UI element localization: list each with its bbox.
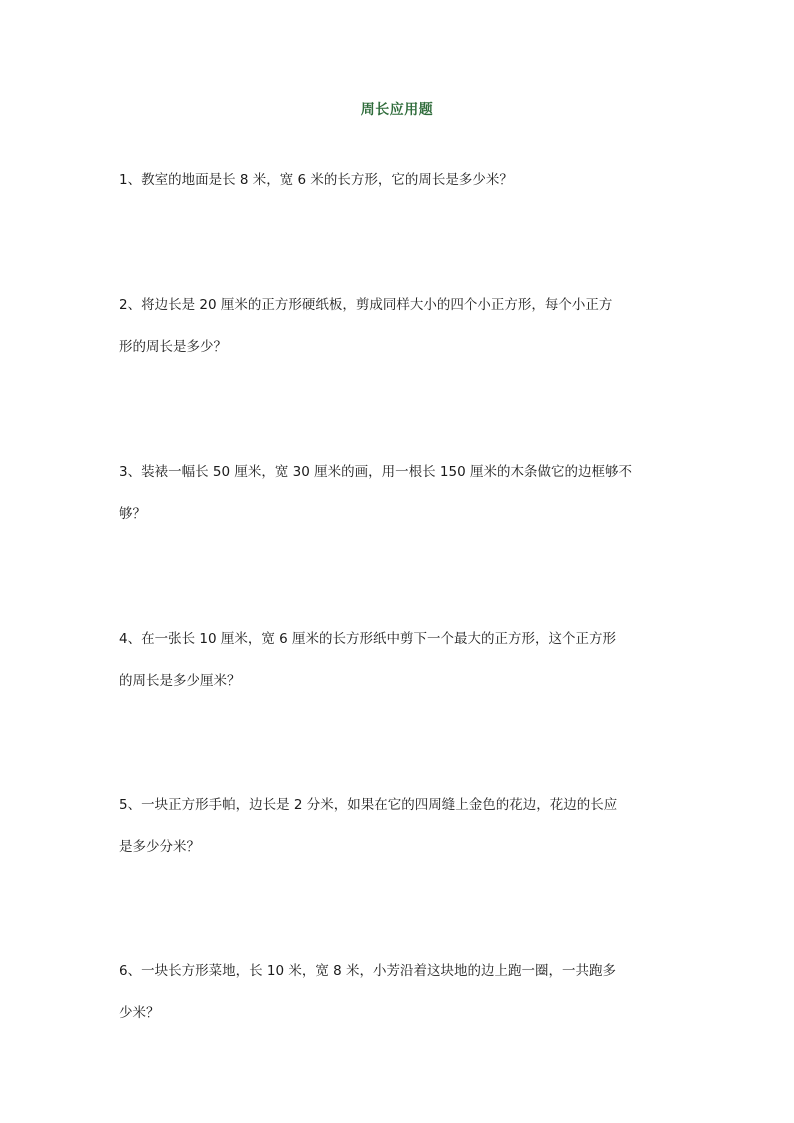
question-1-line-1: 1、教室的地面是长 8 米，宽 6 米的长方形，它的周长是多少米？ — [119, 172, 513, 188]
question-2-line-2: 形的周长是多少？ — [119, 339, 227, 355]
question-4 — [119, 629, 679, 713]
question-5 — [119, 795, 679, 879]
question-4-line-1: 4、在一张长 10 厘米，宽 6 厘米的长方形纸中剪下一个最大的正方形，这个正方形 — [119, 631, 617, 647]
question-6-line-2: 少米？ — [119, 1005, 160, 1021]
question-6 — [119, 961, 679, 1045]
question-3 — [119, 462, 679, 546]
question-3-line-2: 够？ — [119, 506, 146, 522]
question-5-line-1: 5、一块正方形手帕，边长是 2 分米，如果在它的四周缝上金色的花边，花边的长应 — [119, 797, 618, 813]
question-2 — [119, 295, 679, 379]
question-6-line-1: 6、一块长方形菜地，长 10 米，宽 8 米，小芳沿着这块地的边上跑一圈，一共跑多 — [119, 963, 617, 979]
question-2-line-1: 2、将边长是 20 厘米的正方形硬纸板，剪成同样大小的四个小正方形，每个小正方 — [119, 297, 613, 313]
question-5-line-2: 是多少分米？ — [119, 839, 200, 855]
question-3-line-1: 3、装裱一幅长 50 厘米，宽 30 厘米的画，用一根长 150 厘米的木条做它的边框够不 — [119, 464, 632, 480]
question-1 — [119, 170, 679, 212]
question-4-line-2: 的周长是多少厘米？ — [119, 673, 241, 689]
page-title: 周长应用题 — [360, 102, 434, 118]
